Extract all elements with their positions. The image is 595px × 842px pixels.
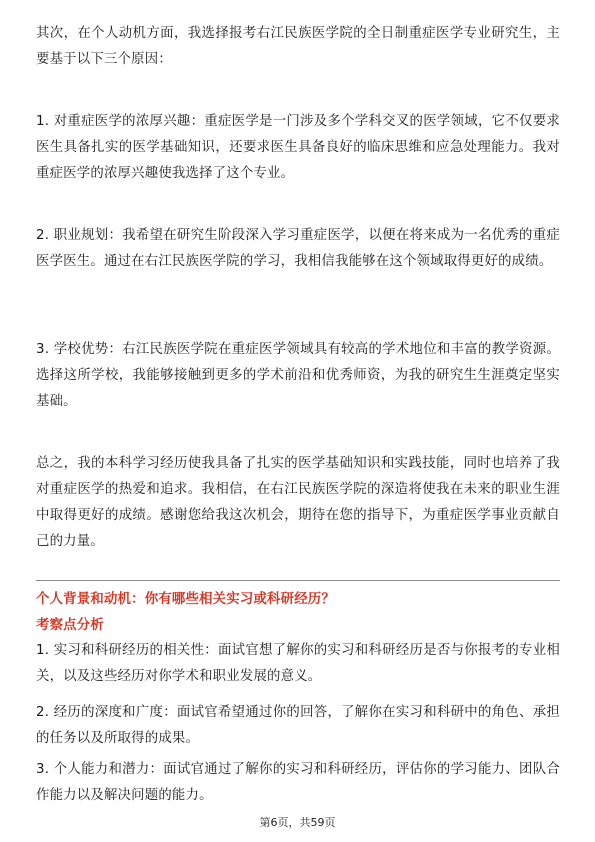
question-title: 个人背景和动机：你有哪些相关实习或科研经历？	[36, 592, 335, 607]
analysis-point-3: 3. 个人能力和潜力：面试官通过了解你的实习和科研经历，评估你的学习能力、团队合作能力以及解决问题的能力。	[36, 762, 560, 803]
conclusion-paragraph: 总之，我的本科学习经历使我具备了扎实的医学基础知识和实践技能，同时也培养了我对重症医学的热爱和追求。我相信，在右江民族医学院的深造将使我在未来的职业生涯中取得更好的成绩。感谢您给我这次机会，期待在您的指导下，为重症医学事业贡献自己的力量。	[36, 456, 560, 549]
section-divider	[36, 580, 560, 581]
reason-2-paragraph: 2. 职业规划：我希望在研究生阶段深入学习重症医学，以便在将来成为一名优秀的重症医学医生。通过在右江民族医学院的学习，我相信我能够在这个领域取得更好的成绩。	[36, 228, 560, 269]
intro-paragraph: 其次，在个人动机方面，我选择报考右江民族医学院的全日制重症医学专业研究生，主要基于以下三个原因：	[36, 26, 560, 67]
reason-1-paragraph: 1. 对重症医学的浓厚兴趣：重症医学是一门涉及多个学科交叉的医学领域，它不仅要求医生具备扎实的医学基础知识，还要求医生具备良好的临床思维和应急处理能力。我对重症医学的浓厚兴趣使我选择了这个专业。	[36, 114, 560, 181]
analysis-point-1: 1. 实习和科研经历的相关性：面试官想了解你的实习和科研经历是否与你报考的专业相关，以及这些经历对你学术和职业发展的意义。	[36, 643, 560, 684]
page-footer: 第6页，共59页	[259, 816, 336, 829]
analysis-point-2: 2. 经历的深度和广度：面试官希望通过你的回答，了解你在实习和科研中的角色、承担的任务以及所取得的成果。	[36, 705, 560, 746]
analysis-heading: 考察点分析	[36, 618, 104, 633]
reason-3-paragraph: 3. 学校优势：右江民族医学院在重症医学领域具有较高的学术地位和丰富的教学资源。选择这所学校，我能够接触到更多的学术前沿和优秀师资，为我的研究生生涯奠定坚实基础。	[36, 342, 560, 409]
